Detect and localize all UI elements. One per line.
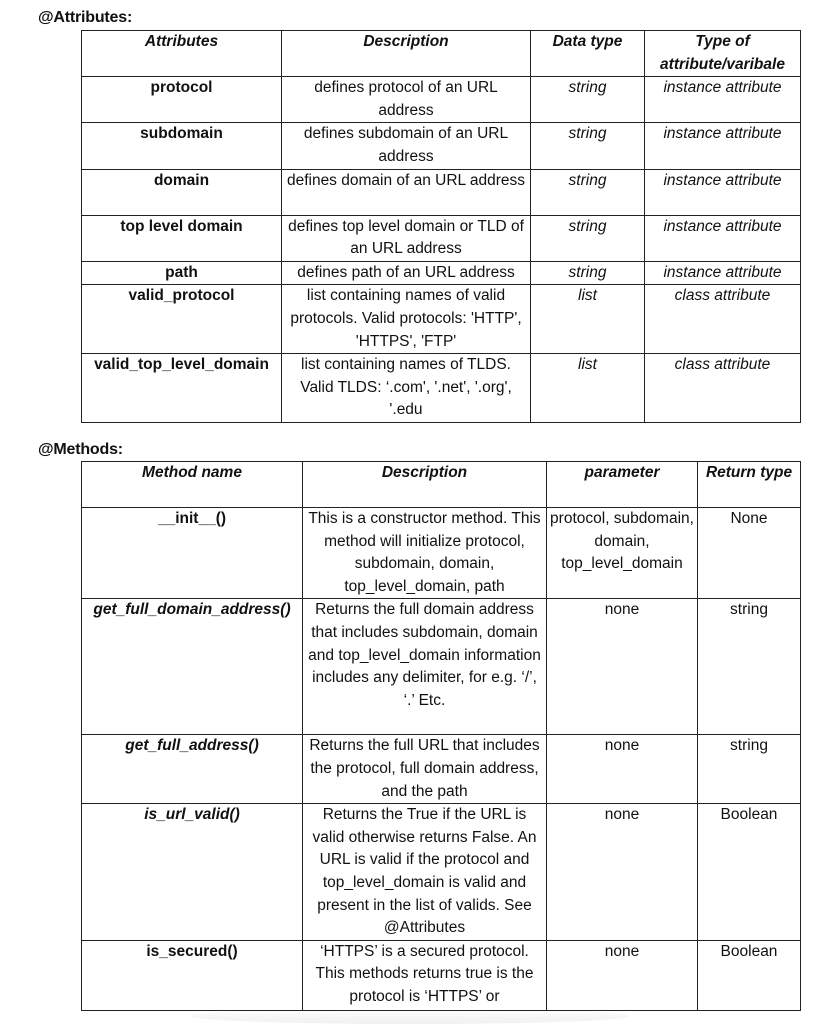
attribute-name: valid_protocol: [82, 285, 282, 354]
table-row: [82, 215, 801, 261]
header-attributes: Attributes: [82, 31, 282, 77]
table-row: [82, 169, 801, 215]
method-parameter: none: [547, 599, 698, 735]
attribute-data-type: string: [531, 261, 645, 285]
attribute-description: defines domain of an URL address: [282, 169, 531, 215]
table-row: [82, 123, 801, 169]
methods-table: [81, 461, 801, 1011]
table-row: [82, 354, 801, 423]
attribute-data-type: list: [531, 285, 645, 354]
attributes-header-row: [82, 31, 801, 77]
attribute-kind: instance attribute: [645, 169, 801, 215]
attribute-kind: class attribute: [645, 354, 801, 423]
table-row: [82, 599, 801, 735]
method-name: get_full_domain_address(): [82, 599, 303, 735]
attribute-data-type: list: [531, 354, 645, 423]
method-name: is_url_valid(): [82, 804, 303, 941]
header-parameter: parameter: [547, 462, 698, 508]
attribute-kind: instance attribute: [645, 77, 801, 123]
method-parameter: none: [547, 804, 698, 941]
method-name: get_full_address(): [82, 735, 303, 804]
method-description: Returns the full domain address that includes subdomain, domain and top_level_domain information includes any delimiter, for e.g. ‘/’, ‘.’ Etc.: [303, 599, 547, 735]
method-return-type: Boolean: [698, 940, 801, 1010]
header-attribute-kind: Type of attribute/varibale: [645, 31, 801, 77]
attribute-description: defines subdomain of an URL address: [282, 123, 531, 169]
method-parameter: none: [547, 940, 698, 1010]
method-name: is_secured(): [82, 940, 303, 1010]
method-return-type: Boolean: [698, 804, 801, 941]
attribute-data-type: string: [531, 77, 645, 123]
method-return-type: string: [698, 735, 801, 804]
attribute-name: top level domain: [82, 215, 282, 261]
header-method-name: Method name: [82, 462, 303, 508]
table-row: [82, 508, 801, 599]
attribute-description: defines path of an URL address: [282, 261, 531, 285]
table-row: [82, 261, 801, 285]
method-return-type: None: [698, 508, 801, 599]
method-description: Returns the full URL that includes the protocol, full domain address, and the path: [303, 735, 547, 804]
method-return-type: string: [698, 599, 801, 735]
method-name: __init__(): [82, 508, 303, 599]
method-description: This is a constructor method. This method will initialize protocol, subdomain, domain, top_level_domain, path: [303, 508, 547, 599]
attribute-description: list containing names of valid protocols. Valid protocols: 'HTTP', 'HTTPS', 'FTP': [282, 285, 531, 354]
attribute-name: domain: [82, 169, 282, 215]
attribute-description: defines top level domain or TLD of an URL address: [282, 215, 531, 261]
header-description: Description: [303, 462, 547, 508]
attribute-data-type: string: [531, 169, 645, 215]
attribute-name: subdomain: [82, 123, 282, 169]
table-row: [82, 940, 801, 1010]
attribute-kind: instance attribute: [645, 261, 801, 285]
attribute-kind: instance attribute: [645, 215, 801, 261]
attribute-name: path: [82, 261, 282, 285]
attributes-title: @Attributes:: [38, 9, 133, 26]
attribute-description: list containing names of TLDS. Valid TLDS: ‘.com', '.net', '.org', '.edu: [282, 354, 531, 423]
attribute-kind: instance attribute: [645, 123, 801, 169]
table-row: [82, 804, 801, 941]
attribute-name: valid_top_level_domain: [82, 354, 282, 423]
method-parameter: none: [547, 735, 698, 804]
table-row: [82, 285, 801, 354]
methods-header-row: [82, 462, 801, 508]
method-description: Returns the True if the URL is valid otherwise returns False. An URL is valid if the protocol and top_level_domain is valid and present in the list of valids. See @Attributes: [303, 804, 547, 941]
page-bottom-shadow: [190, 1008, 630, 1024]
attribute-kind: class attribute: [645, 285, 801, 354]
attribute-name: protocol: [82, 77, 282, 123]
table-row: [82, 77, 801, 123]
attribute-data-type: string: [531, 215, 645, 261]
header-description: Description: [282, 31, 531, 77]
header-data-type: Data type: [531, 31, 645, 77]
method-description: ‘HTTPS’ is a secured protocol. This methods returns true is the protocol is ‘HTTPS’ or: [303, 940, 547, 1010]
attribute-data-type: string: [531, 123, 645, 169]
header-return-type: Return type: [698, 462, 801, 508]
table-row: [82, 735, 801, 804]
methods-title: @Methods:: [38, 441, 123, 458]
attribute-description: defines protocol of an URL address: [282, 77, 531, 123]
method-parameter: protocol, subdomain, domain, top_level_domain: [547, 508, 698, 599]
attributes-table: [81, 30, 801, 423]
